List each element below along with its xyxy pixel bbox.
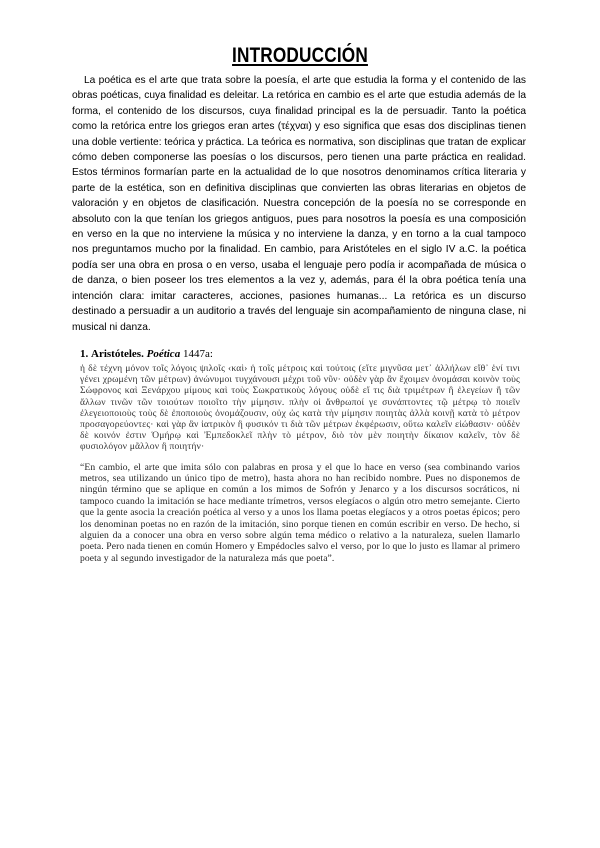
quote-heading bbox=[80, 347, 520, 361]
quote-author: Aristóteles. bbox=[91, 348, 144, 360]
intro-paragraph: La poética es el arte que trata sobre la poesía, el arte que estudia la forma y el contenido de las obras poéticas, cuya finalidad es deleitar. La retórica en cambio es el arte que estudia además de la forma, el contenido de los discursos, cuya finalidad principal es la de persuadir. Tanto la poética como la retórica entre los griegos eran artes (τέχναι) y eso significa que esas dos disciplinas tienen una doble vertiente: teórica y práctica. La teórica es normativa, son disciplinas que tratan de explicar cómo deben componerse las poesías o los discursos, pero tienen una parte práctica en realidad. Estos términos formarían parte en la actualidad de lo que nosotros denominamos crítica literaria y parte de la estética, son en definitiva disciplinas que convierten las obras literarias en objetos de valoración y en objetos de clasificación. Nuestra concepción de la poesía no se corresponde en absoluto con la que tenían los griegos antiguos, pues para nosotros la poesía es una composición en verso en la que no interviene la música y no interviene la danza, y en torno a la cual tampoco nos preguntamos mucho por la finalidad. En cambio, para Aristóteles en el siglo IV a.C. la poética podía ser una obra en prosa o en verso, usaba el lenguaje pero podía ir acompañada de música o de danza, o bien poseer los tres elementos a la vez y, además, para él la obra poética tenía una intención clara: imitar caracteres, acciones, pasiones humanas... La retórica es un discurso destinado a persuadir a un auditorio a través del lenguaje sin acompañamiento de ninguna clase, ni musical ni danza. bbox=[72, 75, 526, 333]
quote-number: 1. bbox=[80, 348, 89, 360]
spanish-translation: “En cambio, el arte que imita sólo con palabras en prosa y el que lo hace en verso (sea combinando varios metros, sea utilizando un único tipo de metro), hasta ahora no han recibido nombre. Pues no disponemos de ningún término que se aplique en común a los mimos de Sofrón y Jenarco y a los discursos socráticos, ni tampoco cuando la imitación se hace mediante trímetros, versos elegíacos o algún otro metro semejante. Cierto que la gente asocia la creación poética al verso y a unos los llama poetas elegíacos y a otros poetas épicos; pero los denominan poetas no en razón de la imitación, sino porque tienen en común escribir en verso. De hecho, si alguien da a conocer una obra en verso sobre algún tema médico o relativo a la naturaleza, suelen llamarlo poeta. Pero nada tienen en común Homero y Empédocles salvo el verso, por lo que lo justo es llamar al primero poeta y al segundo investigador de la naturaleza más que poeta”. bbox=[80, 461, 520, 564]
greek-text: ἡ δὲ τέχνη μόνον τοῖς λόγοις ψιλοῖς ‹καὶ› ἡ τοῖς μέτροις καὶ τούτοις (εἴτε μιγνῦσα μετ᾽ ἀλλήλων εἴθ᾽ ἑνί τινι γένει χρωμένη τῶν μέτρων) ἀνώνυμοι τυγχάνουσι μέχρι τοῦ νῦν· οὐδὲν γὰρ ἂν ἔχοιμεν ὀνομάσαι κοινὸν τοὺς Σώφρονος καὶ Ξενάρχου μίμους καὶ τοὺς Σωκρατικοὺς λόγους οὐδὲ εἴ τις διὰ τριμέτρων ἢ ἐλεγείων ἢ τῶν ἄλλων τινῶν τῶν τοιούτων ποιοῖτο τὴν μίμησιν. πλὴν οἱ ἄνθρωποί γε συνάπτοντες τῷ μέτρῳ τὸ ποιεῖν ἐλεγειοποιοὺς τοὺς δὲ ἐποποιοὺς ὀνομάζουσιν, οὐχ ὡς κατὰ τὴν μίμησιν ποιητὰς ἀλλὰ κοινῇ κατὰ τὸ μέτρον προσαγορεύοντες· καὶ γὰρ ἂν ἰατρικὸν ἢ φυσικόν τι διὰ τῶν μέτρων ἐκφέρωσιν, οὕτω καλεῖν εἰώθασιν· οὐδὲν δὲ κοινόν ἐστιν Ὁμήρῳ καὶ Ἐμπεδοκλεῖ πλὴν τὸ μέτρον, διὸ τὸν μὲν ποιητὴν δίκαιον καλεῖν, τὸν δὲ φυσιολόγον μᾶλλον ἢ ποιητήν· bbox=[80, 363, 520, 453]
quote-work: Poética bbox=[146, 348, 181, 360]
quote-reference: 1447a: bbox=[182, 348, 213, 360]
page-title: INTRODUCCIÓN bbox=[232, 44, 368, 67]
quote-block bbox=[80, 347, 520, 564]
